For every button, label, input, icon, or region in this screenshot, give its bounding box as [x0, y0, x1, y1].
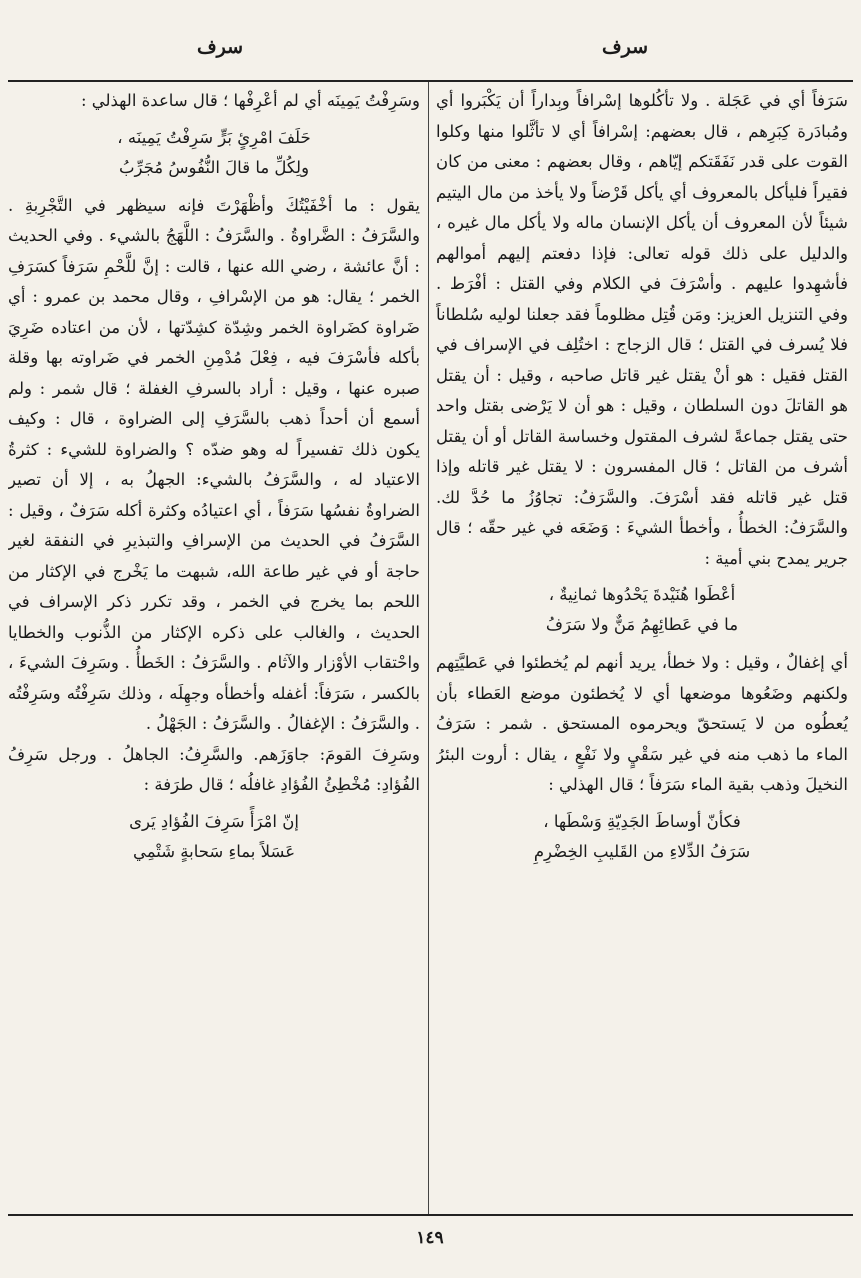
- verse-line: ولِكُلِّ ما قالَ النُّفُوسُ مُجَرِّبُ: [118, 157, 310, 177]
- verse-line: حَلَفَ امْرِئٍ بَرٍّ سَرِفْتُ يَمِينَه ،: [117, 127, 311, 147]
- paragraph: سَرَفاً أي في عَجَلة . ولا تأكُلوها إسْرافاً وبِداراً أن يَكْبَروا أي ومُبادَرة كِبَرِهم ، قال بعضهم: إسْرافاً أي لا تأثَّلوا منها وكلوا القوت على قدر نَفَقَتكم إيّاهم ، وقال بعضهم : معنى من كان فقيراً فليأكل بالمعروف أي يأكل قَرْضاً ولا يأخذ من مال اليتيم شيئاً لأن المعروف أن يأكل الإنسان ماله ولا يأكل مال غيره ، والدليل على ذلك قوله تعالى: فإذا دفعتم إليهم أموالهم فأشهِدوا عليهم . وأسْرَفَ في الكلام وفي القتل : أفْرَط . وفي التنزيل العزيز: ومَن قُتِل مظلوماً فقد جعلنا لوليه سُلطاناً فلا يُسرف في القتل ؛ قال الزجاج : اختُلِف في الإسراف في القتل فقيل : هو أنْ يقتل غير قاتل صاحبه ، وقيل : أن يقتل هو القاتلَ دون السلطان ، وقيل : هو أن لا يَرْضى بقتل واحد حتى يقتل جماعةً لشرف المقتول وخساسة القاتل أو أن يقتل أشرف من القاتل ؛ قال المفسرون : لا يقتل غير قاتله وإذا قتل غير قاتله فقد أسْرَفَ. والسَّرَفُ: تجاوُزُ ما حُدَّ لك. والسَّرَفُ: الخطأُ ، وأخطأ الشيءَ : وَضَعَه في غير حقّه ؛ قال جرير يمدح بني أمية :: [436, 91, 848, 568]
- verse-block: [436, 580, 848, 640]
- right-column: [436, 86, 848, 1208]
- verse-line: سَرَفُ الدِّلاءِ من القَليبِ الخِضْرِمِ: [533, 841, 751, 861]
- paragraph: يقول : ما أخْفَيْتُكَ وأظْهَرْتَ فإنه سيظهر في التَّجْرِبةِ . والسَّرَفُ : الضَّراوةُ . والسَّرَفُ : اللَّهَجُ بالشيء . وفي الحديث : أنَّ عائشة ، رضي الله عنها ، قالت : إنَّ للَّحْمِ سَرَفاً كسَرَفِ الخمر ؛ يقال: هو من الإسْرافِ ، وقال محمد بن عمرو : أي ضَراوة كضَراوة الخمر وشِدّة كشِدّتها ، لأن من اعتاده ضَرِيَ بأكله فأسْرَفَ فيه ، فِعْلَ مُدْمِنِ الخمر في ضَراوته بها وقلة صبره عنها ، وقيل : أراد بالسرفِ الغفلة ؛ قال شمر : ولم أسمع أن أحداً ذهب بالسَّرَفِ إلى الضراوة ، قال : وكيف يكون ذلك تفسيراً له وهو ضدّه ؟ والضراوة للشيء : كثرةُ الاعتياد له ، والسَّرَفُ بالشيء: الجهلُ به ، إلا أن تصير الضراوةُ نفسُها سَرَفاً ، أي اعتيادُه وكثرة أكله سَرَفٌ ، وقيل : السَّرَفُ في الحديث من الإسرافِ والتبذيرِ في النفقة لغير حاجة أو في غير طاعة الله، شبهت ما يَخْرج في الإكثار من اللحم بما يخرج في الخمر ، وقد تكرر ذكر الإسراف في الحديث ، والغالب على ذكره الإكثار من الذُّنوب والخطايا واحْتقاب الأوْزار والآثام . والسَّرَفُ : الخَطأُ . وسَرِفَ الشيءَ ، بالكسر ، سَرَفاً: أغفله وأخطأه وجهِلَه ، وذلك سَرِفْتُه وسَرِفْتُه . والسَّرَفُ : الإغفالُ . والسَّرَفُ : الجَهْلُ .: [8, 195, 420, 733]
- page-number: ١٤٩: [416, 1228, 444, 1248]
- verse-line: إنّ امْرَأً سَرِفَ الفُؤادِ يَرى: [129, 811, 299, 831]
- verse-block: [8, 123, 420, 183]
- verse-block: [436, 807, 848, 867]
- paragraph: أي إغفالٌ ، وقيل : ولا خطأ، يريد أنهم لم يُخطئوا في عَطيَّتِهم ولكنهم وضَعُوها موضعها أي لا يُخطئون موضع العَطاء بأن يُعطُوه من لا يَستحقّ ويحرموه المستحق . شمر : سَرَفُ الماء ما ذهب منه في غير سَقْيٍ ولا نَفْعٍ ، يقال : أروت البئرُ النخيلَ وذهب بقية الماء سَرَفاً ؛ قال الهذلي :: [436, 653, 848, 794]
- paragraph: وسَرِفْتُ يَمِينَه أي لم أعْرِفْها ؛ قال ساعدة الهذلي :: [80, 91, 420, 110]
- running-head-right: سرف: [601, 36, 649, 58]
- footer-rule: [8, 1214, 853, 1216]
- column-divider: [428, 82, 429, 1214]
- left-column: [8, 86, 420, 1208]
- running-head-left: سرف: [196, 36, 244, 58]
- verse-line: عَسَلاً بماءِ سَحابةٍ شَتْمِي: [132, 841, 296, 861]
- verse-line: ما في عَطائِهِمُ مَنٌّ ولا سَرَفُ: [545, 615, 739, 634]
- paragraph: وسَرِفَ القومَ: جاوَزَهم. والسَّرِفُ: الجاهلُ . ورجل سَرِفُ الفُؤادِ: مُخْطِئُ الفُؤادِ غافلُه ؛ قال طرَفة :: [8, 744, 420, 794]
- header-rule: [8, 80, 853, 82]
- verse-line: فكأنّ أوساطَ الجَدِيّةِ وَسْطَها ،: [543, 811, 741, 831]
- verse-line: أعْطَوا هُنَيْدةَ يَحْدُوها ثمانِيةٌ ،: [548, 585, 736, 604]
- verse-block: [8, 807, 420, 867]
